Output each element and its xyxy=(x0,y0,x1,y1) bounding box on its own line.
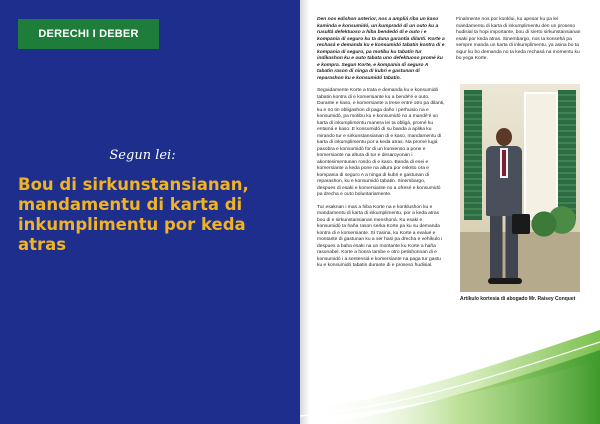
photo-window xyxy=(524,92,558,220)
section-tag: DERECHI I DEBER xyxy=(18,19,159,49)
photo-person xyxy=(482,128,528,288)
briefcase-icon xyxy=(512,214,530,234)
decorative-green-swoosh xyxy=(300,290,600,424)
article-column-1 xyxy=(317,17,445,276)
article-paragraph: Seguidamente Korte a trata e demanda ku e konsumidó tabatin kontra di e komersiante ku a bendé'é e outo. Durante e kaso, e komersiante a trese entre otro pa dilanti, ku e no tin obligashon di paga daño i perhuisio na e konsumidó, pa motibu ku e konsumidó no a mandé'é un karta di inkumplimentu manera lei ta obligá, promé ku entamá e kaso. E konsumidó di su banda a aplika ku mirando tur e sirkunstansianan di e kaso, mandamentu di karta di inkumplimentu por a keda atras. Na promé lugá pasobra e konsumidó for di un kumienso a pone e komersiante na altura di tur e desaroyonan i akontesimentunan rondo di e kaso. Banda di esei e komersiante a keda pone na altura por eskrito ora e kompania di seguro A a ninga di kubri e gastunan di reparashon, ku e konsumidó tabatin. Sinembargo, despues di esaki e komersiante no a ofresé e konsumidó pa drecha e outo boluntariamente. xyxy=(317,88,445,197)
headline: Bou di sirkunstansianan, mandamentu di karta di inkumplimentu por keda atras xyxy=(18,175,249,254)
lawyer-photo xyxy=(460,84,580,292)
person-head xyxy=(496,128,512,146)
photo-shutter-right xyxy=(558,90,576,220)
article-paragraph: Finalmente nos por konklui, ku apesar ku pa lei mandamentu di karta di inkumplimentu den un proseso hudisial ta hopi importante, bou di sierto sirkunstansianan esaki por keda atras. Sinembargo, nos ta konsehá pa sempre manda un karta di inkumplimentu, ya asina bo ta sigur ku bo demanda no ta keda rechasá na momentu ku bo yega Korte. xyxy=(456,17,581,61)
article-paragraph: Tur esaknan i mas a hiba Korte na e konklushon ku e mandamentu di karta di inkumplimentu, por a keda atras bou di e sirkunstansianan menshoná. Ku esaki e konsumidó ta haña rason serka Korte pa ku su demanda kontra di e komersiante. Sí t'asina, ku Korte a evalué e montante di gastunan ku a ser hasi pa drecha e vehíkulo i despues a baha esaki na un montante ku Korte a haña rasonabel. Korte a honra tambe e otro petishonnan di e konsumidó i a sentensiá e komersiante na paga tur gastu ku e konsumidó tabatin durante di e proseso hudisial. xyxy=(317,204,443,268)
person-shoes xyxy=(488,278,522,284)
article-lead-paragraph: Den nos edishon anterior, nos a ampliá riba un kaso kaminda e konsumidó, un kumpradó di un outo ku a rusultá defektuoso a hiba bendedó di e outo i e kompania di seguro ku ta duna garantia dilanti. Korte a rechasá e demanda ku e konsumidó tabatin kontra di e kompania di seguro, pa motibu ku tabatin tur indikashon ku e outo tabata uno defektuoso promé ku e kompra. Segun Korte, e kompania di seguro A tabatin rason di ninga di kubri e gastunan di reparashon ku e konsumidó tabatin. xyxy=(317,17,445,81)
person-tie xyxy=(502,150,506,176)
photo-caption: Artíkulo kortesia di abogado Mr. Raisey Conquet xyxy=(460,296,576,302)
kicker: Segun lei: xyxy=(109,148,176,163)
photo-shutter-left xyxy=(464,90,482,220)
article-column-2 xyxy=(456,17,581,69)
